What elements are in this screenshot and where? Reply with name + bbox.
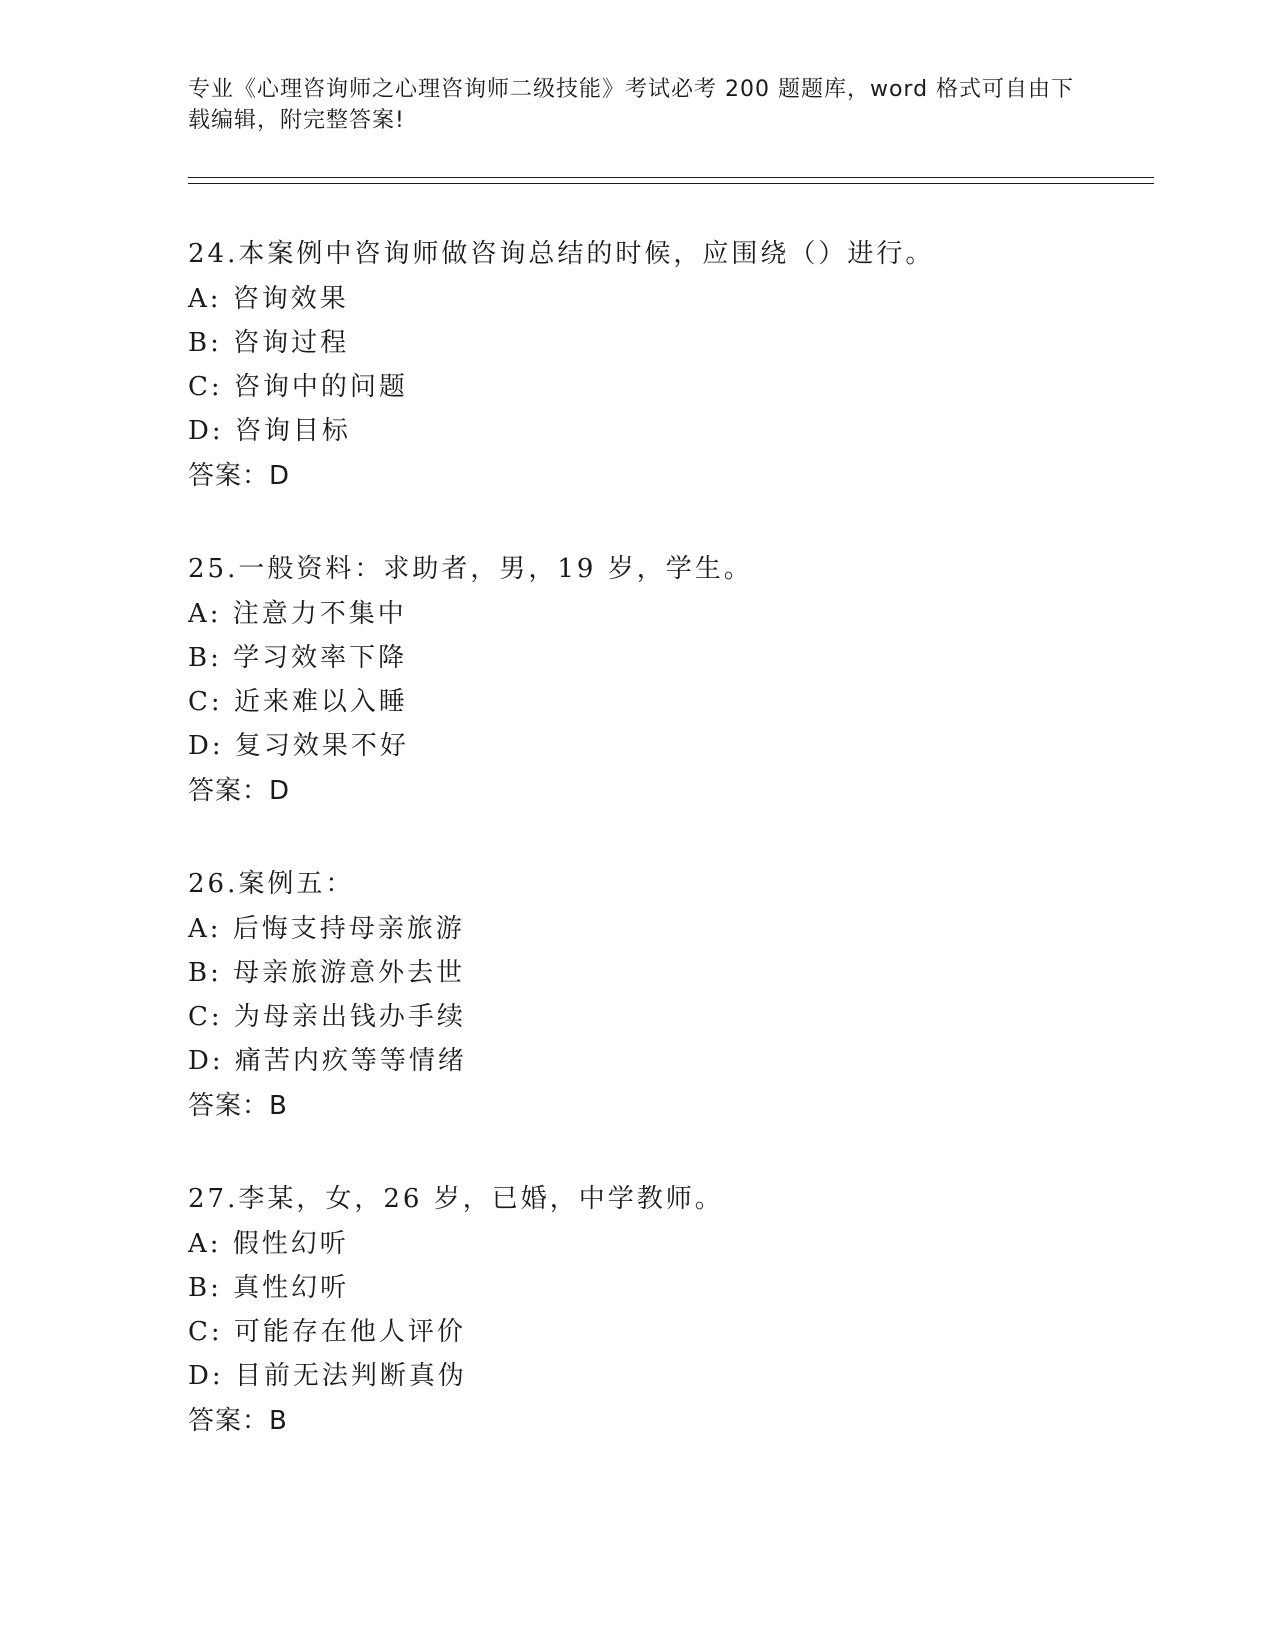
answer: 答案：D <box>188 776 291 806</box>
option-b: B: 母亲旅游意外去世 <box>188 958 466 988</box>
option-c: C: 可能存在他人评价 <box>188 1317 466 1347</box>
option-a: A: 注意力不集中 <box>188 599 407 629</box>
answer: 答案：D <box>188 461 291 491</box>
answer: 答案：B <box>188 1091 288 1121</box>
header-divider-bottom <box>188 183 1154 184</box>
question-stem: 24.本案例中咨询师做咨询总结的时候，应围绕（）进行。 <box>188 239 935 269</box>
header-divider-top <box>188 177 1154 178</box>
document-header: 专业《心理咨询师之心理咨询师二级技能》考试必考 200 题题库，word 格式可自由下载编辑，附完整答案! <box>188 77 1075 133</box>
option-d: D: 复习效果不好 <box>188 731 409 761</box>
option-a: A: 后悔支持母亲旅游 <box>188 914 465 944</box>
option-a: A: 假性幻听 <box>188 1229 349 1259</box>
question-stem: 27.李某，女，26 岁，已婚，中学教师。 <box>188 1184 724 1214</box>
question-stem: 26.案例五： <box>188 869 355 899</box>
option-b: B: 真性幻听 <box>188 1273 350 1303</box>
option-b: B: 咨询过程 <box>188 328 350 358</box>
option-d: D: 痛苦内疚等等情绪 <box>188 1046 467 1076</box>
option-c: C: 咨询中的问题 <box>188 372 408 402</box>
option-c: C: 近来难以入睡 <box>188 687 408 717</box>
option-d: D: 目前无法判断真伪 <box>188 1361 467 1391</box>
question-stem: 25.一般资料：求助者，男，19 岁，学生。 <box>188 554 753 584</box>
option-a: A: 咨询效果 <box>188 284 349 314</box>
option-c: C: 为母亲出钱办手续 <box>188 1002 466 1032</box>
answer: 答案：B <box>188 1406 288 1436</box>
option-b: B: 学习效率下降 <box>188 643 408 673</box>
option-d: D: 咨询目标 <box>188 416 351 446</box>
